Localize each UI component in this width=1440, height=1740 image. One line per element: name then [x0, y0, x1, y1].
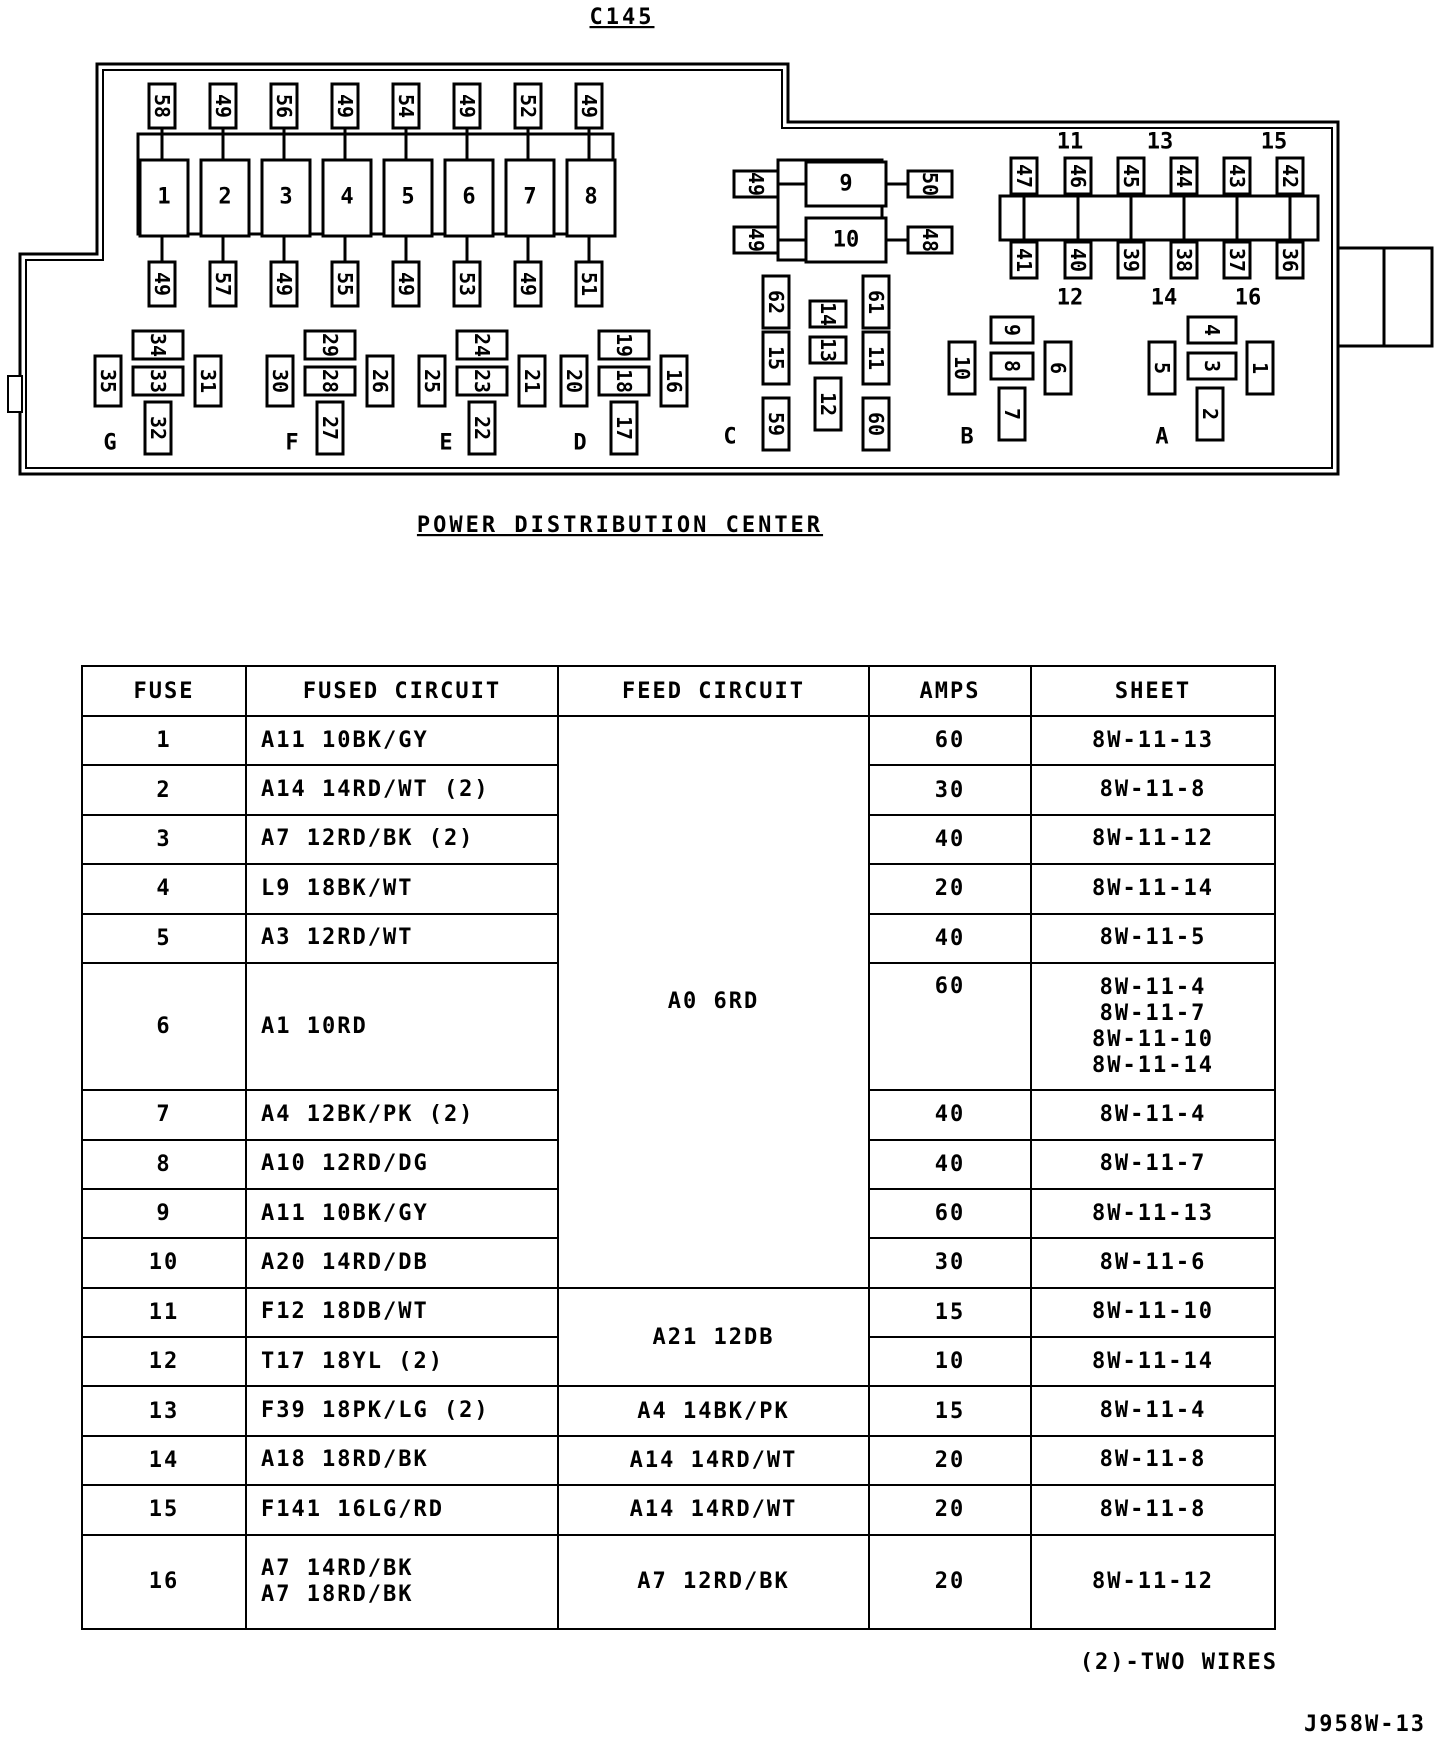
fused-circuit-line: F39 18PK/LG (2): [261, 1398, 490, 1424]
sheet-line: 8W-11-8: [1099, 1496, 1207, 1522]
cell-feed-circuit: A21 12DB: [558, 1288, 869, 1387]
group-F-pin-3-label: 26: [368, 368, 392, 394]
cell-fuse: 10: [82, 1238, 246, 1287]
cell-sheet: [1031, 864, 1275, 913]
cell-fused-circuit: [246, 1288, 558, 1337]
group-G-pin-2-label: 35: [96, 368, 120, 394]
group-F-pin-1-label: 28: [318, 368, 342, 394]
group-F-pin-2-label: 30: [268, 368, 292, 394]
group-A-pin-2-label: 5: [1150, 361, 1174, 375]
top-pin-0-label: 58: [150, 93, 174, 119]
fuse-2-label: 2: [218, 184, 232, 210]
cell-fused-circuit: [246, 1485, 558, 1534]
group-B-pin-4-label: 7: [1000, 407, 1024, 421]
cell-fuse: 9: [82, 1189, 246, 1238]
cell-fuse: 13: [82, 1386, 246, 1435]
group-E-pin-4-label: 22: [470, 415, 494, 441]
pdc-diagram: [0, 0, 1440, 560]
header-fuse: FUSE: [82, 666, 246, 716]
group-B-pin-2-label: 10: [950, 355, 974, 381]
group-C-pin-6-label: 12: [816, 391, 840, 417]
fused-circuit-line: A18 18RD/BK: [261, 1447, 429, 1473]
group-G-pin-4-label: 32: [146, 415, 170, 441]
group-A-letter: A: [1155, 424, 1169, 450]
cell-fused-circuit: [246, 765, 558, 814]
cell-fuse: 16: [82, 1535, 246, 1629]
right-top-label-2: 15: [1260, 129, 1288, 155]
cell-fused-circuit: [246, 963, 558, 1090]
sheet-line: 8W-11-12: [1092, 826, 1214, 852]
sheet-line: 8W-11-10: [1092, 1026, 1214, 1052]
table-row: [82, 1485, 1275, 1534]
cell-feed-circuit: A4 14BK/PK: [558, 1386, 869, 1435]
group-E-pin-1-label: 23: [470, 368, 494, 394]
right-top-label-1: 13: [1146, 129, 1174, 155]
right-bottom-label-2: 16: [1234, 285, 1262, 311]
header-feed-circuit: FEED CIRCUIT: [558, 666, 869, 716]
bottom-pin-2-label: 49: [272, 271, 296, 297]
cell-sheet: [1031, 765, 1275, 814]
cell-amps: 10: [869, 1337, 1031, 1386]
right-top-pin-5-label: 42: [1278, 163, 1302, 189]
fuse-3-label: 3: [279, 184, 293, 210]
bottom-pin-6-label: 49: [516, 271, 540, 297]
relay-pin-r-1-label: 48: [918, 227, 942, 253]
group-D-pin-0-label: 19: [612, 332, 636, 358]
right-bottom-pin-5-label: 36: [1278, 247, 1302, 273]
fuse-10-label: 10: [832, 227, 860, 253]
fused-circuit-line: F141 16LG/RD: [261, 1496, 444, 1522]
cell-amps: 30: [869, 765, 1031, 814]
group-B-letter: B: [960, 424, 974, 450]
fused-circuit-line: T17 18YL (2): [261, 1348, 444, 1374]
group-E-pin-2-label: 25: [420, 368, 444, 394]
cell-sheet: [1031, 1337, 1275, 1386]
group-B-pin-1-label: 8: [1000, 359, 1024, 373]
group-F-pin-0-label: 29: [318, 332, 342, 358]
top-pin-5-label: 49: [455, 93, 479, 119]
group-A-pin-1-label: 3: [1200, 359, 1224, 373]
table-row: [82, 1535, 1275, 1629]
right-top-label-0: 11: [1056, 129, 1084, 155]
sheet-line: 8W-11-4: [1099, 1101, 1207, 1127]
cell-fuse: 4: [82, 864, 246, 913]
cell-fuse: 2: [82, 765, 246, 814]
sheet-line: 8W-11-12: [1092, 1568, 1214, 1594]
right-bottom-pin-0-label: 41: [1012, 247, 1036, 273]
header-amps: AMPS: [869, 666, 1031, 716]
cell-sheet: [1031, 1386, 1275, 1435]
cell-amps: 15: [869, 1386, 1031, 1435]
reference-code: J958W-13: [1304, 1712, 1426, 1737]
cell-sheet: [1031, 1485, 1275, 1534]
fused-circuit-line: L9 18BK/WT: [261, 875, 414, 901]
group-C-pin-3-label: 61: [864, 289, 888, 315]
group-C-pin-0-label: 62: [764, 289, 788, 315]
group-E-letter: E: [439, 430, 453, 456]
cell-fused-circuit: [246, 815, 558, 864]
right-top-pin-1-label: 46: [1066, 163, 1090, 189]
connector-label: C145: [589, 5, 655, 30]
cell-fused-circuit: [246, 716, 558, 765]
group-C-letter: C: [723, 424, 737, 450]
fused-circuit-line: A20 14RD/DB: [261, 1249, 429, 1275]
cell-feed-circuit: A0 6RD: [558, 716, 869, 1288]
cell-fuse: 7: [82, 1090, 246, 1139]
right-bottom-pin-1-label: 40: [1066, 247, 1090, 273]
fuse-8-label: 8: [584, 184, 598, 210]
right-bottom-pin-2-label: 39: [1119, 247, 1143, 273]
group-G-pin-1-label: 33: [146, 368, 170, 394]
group-A-pin-3-label: 1: [1248, 361, 1272, 375]
fused-circuit-line: A14 14RD/WT (2): [261, 777, 490, 803]
group-E-pin-0-label: 24: [470, 332, 494, 358]
group-C-pin-4-label: 15: [764, 345, 788, 371]
sheet-line: 8W-11-7: [1099, 1000, 1207, 1026]
sheet-line: 8W-11-8: [1099, 777, 1207, 803]
group-A-pin-4-label: 2: [1198, 407, 1222, 421]
footnote: (2)-TWO WIRES: [1079, 1650, 1278, 1675]
fused-circuit-line: A4 12BK/PK (2): [261, 1101, 475, 1127]
sheet-line: 8W-11-4: [1099, 974, 1207, 1000]
relay-pin-r-0-label: 50: [918, 171, 942, 197]
cell-feed-circuit: A14 14RD/WT: [558, 1436, 869, 1485]
bottom-pin-1-label: 57: [211, 271, 235, 297]
cell-fused-circuit: [246, 1337, 558, 1386]
cell-fuse: 3: [82, 815, 246, 864]
cell-amps: 15: [869, 1288, 1031, 1337]
fused-circuit-line: F12 18DB/WT: [261, 1299, 429, 1325]
cell-fuse: 5: [82, 914, 246, 963]
left-connector-tab: [8, 376, 22, 412]
cell-fused-circuit: [246, 1386, 558, 1435]
group-F-pin-4-label: 27: [318, 415, 342, 441]
bottom-pin-4-label: 49: [394, 271, 418, 297]
sheet-line: 8W-11-7: [1099, 1151, 1207, 1177]
cell-fuse: 14: [82, 1436, 246, 1485]
cell-fuse: 8: [82, 1140, 246, 1189]
group-D-pin-2-label: 20: [562, 368, 586, 394]
sheet-line: 8W-11-14: [1092, 1348, 1214, 1374]
cell-fused-circuit: [246, 914, 558, 963]
cell-amps: 40: [869, 815, 1031, 864]
fuse-5-label: 5: [401, 184, 415, 210]
cell-amps: 40: [869, 1140, 1031, 1189]
fused-circuit-line: A11 10BK/GY: [261, 1200, 429, 1226]
right-top-pin-4-label: 43: [1225, 163, 1249, 189]
group-G-pin-0-label: 34: [146, 332, 170, 358]
group-B-pin-0-label: 9: [1000, 323, 1024, 337]
bottom-pin-7-label: 51: [577, 271, 601, 297]
table-row: [82, 716, 1275, 765]
fused-circuit-line: A11 10BK/GY: [261, 727, 429, 753]
sheet-line: 8W-11-5: [1099, 925, 1207, 951]
cell-fused-circuit: [246, 1436, 558, 1485]
right-bottom-label-0: 12: [1056, 285, 1084, 311]
cell-feed-circuit: A7 12RD/BK: [558, 1535, 869, 1629]
cell-sheet: [1031, 1535, 1275, 1629]
cell-fused-circuit: [246, 864, 558, 913]
group-F-letter: F: [285, 430, 299, 456]
fused-circuit-line: A7 12RD/BK (2): [261, 826, 475, 852]
cell-amps: 40: [869, 1090, 1031, 1139]
group-D-letter: D: [573, 430, 587, 456]
cell-amps: 30: [869, 1238, 1031, 1287]
group-A-pin-0-label: 4: [1200, 323, 1224, 337]
cell-amps: 40: [869, 914, 1031, 963]
group-D-pin-4-label: 17: [612, 415, 636, 441]
bottom-pin-5-label: 53: [455, 271, 479, 297]
right-bottom-pin-3-label: 38: [1172, 247, 1196, 273]
group-D-pin-3-label: 16: [662, 368, 686, 394]
cell-sheet: [1031, 1140, 1275, 1189]
cell-fuse: 6: [82, 963, 246, 1090]
cell-sheet: [1031, 1189, 1275, 1238]
fused-circuit-line: A7 14RD/BK: [261, 1555, 414, 1581]
sheet-line: 8W-11-8: [1099, 1447, 1207, 1473]
group-C-pin-8-label: 60: [864, 411, 888, 437]
relay-pin-l-0-label: 49: [744, 171, 768, 197]
relay-pin-l-1-label: 49: [744, 227, 768, 253]
table-header-row: [82, 666, 1275, 716]
right-bottom-label-1: 14: [1150, 285, 1178, 311]
sheet-line: 8W-11-10: [1092, 1299, 1214, 1325]
cell-sheet: [1031, 1288, 1275, 1337]
header-sheet: SHEET: [1031, 666, 1275, 716]
bottom-pin-3-label: 55: [333, 271, 357, 297]
cell-amps: 20: [869, 864, 1031, 913]
table-row: [82, 1386, 1275, 1435]
sheet-line: 8W-11-14: [1092, 1052, 1214, 1078]
sheet-line: 8W-11-14: [1092, 875, 1214, 901]
group-C-pin-5-label: 11: [864, 345, 888, 371]
cell-sheet: [1031, 1238, 1275, 1287]
fused-circuit-line: A7 18RD/BK: [261, 1581, 414, 1607]
cell-sheet: [1031, 914, 1275, 963]
cell-fused-circuit: [246, 1238, 558, 1287]
cell-amps: 20: [869, 1535, 1031, 1629]
sheet-line: 8W-11-13: [1092, 727, 1214, 753]
cell-fused-circuit: [246, 1140, 558, 1189]
bottom-pin-0-label: 49: [150, 271, 174, 297]
group-E-pin-3-label: 21: [520, 368, 544, 394]
right-top-pin-0-label: 47: [1012, 163, 1036, 189]
right-fuse-strip: [1000, 196, 1318, 240]
sheet-line: 8W-11-13: [1092, 1200, 1214, 1226]
top-pin-2-label: 56: [272, 93, 296, 119]
cell-fuse: 15: [82, 1485, 246, 1534]
sheet-line: 8W-11-4: [1099, 1398, 1207, 1424]
cell-amps: 60: [869, 963, 1031, 1090]
group-D-pin-1-label: 18: [612, 368, 636, 394]
fuse-1-label: 1: [157, 184, 171, 210]
cell-fused-circuit: [246, 1535, 558, 1629]
header-fused-circuit: FUSED CIRCUIT: [246, 666, 558, 716]
group-C-pin-1-label: 14: [816, 301, 840, 327]
table-row: [82, 1436, 1275, 1485]
cell-fuse: 12: [82, 1337, 246, 1386]
cell-fuse: 11: [82, 1288, 246, 1337]
cell-sheet: [1031, 1090, 1275, 1139]
group-G-pin-3-label: 31: [196, 368, 220, 394]
cell-sheet: [1031, 815, 1275, 864]
cell-fused-circuit: [246, 1090, 558, 1139]
fuse-table: [81, 665, 1276, 1630]
fused-circuit-line: A1 10RD: [261, 1013, 368, 1039]
fuse-7-label: 7: [523, 184, 537, 210]
top-pin-4-label: 54: [394, 93, 418, 119]
fuse-6-label: 6: [462, 184, 476, 210]
fuse-4-label: 4: [340, 184, 354, 210]
sheet-line: 8W-11-6: [1099, 1249, 1207, 1275]
cell-amps: 60: [869, 1189, 1031, 1238]
group-B-pin-3-label: 6: [1046, 361, 1070, 375]
top-pin-7-label: 49: [577, 93, 601, 119]
right-top-pin-2-label: 45: [1119, 163, 1143, 189]
top-pin-6-label: 52: [516, 93, 540, 119]
group-C-pin-7-label: 59: [764, 411, 788, 437]
cell-fused-circuit: [246, 1189, 558, 1238]
center-title: POWER DISTRIBUTION CENTER: [416, 513, 824, 538]
fused-circuit-line: A3 12RD/WT: [261, 925, 414, 951]
cell-amps: 20: [869, 1436, 1031, 1485]
top-pin-3-label: 49: [333, 93, 357, 119]
right-bottom-pin-4-label: 37: [1225, 247, 1249, 273]
cell-fuse: 1: [82, 716, 246, 765]
group-C-pin-2-label: 13: [816, 337, 840, 363]
top-pin-1-label: 49: [211, 93, 235, 119]
fuse-9-label: 9: [839, 171, 853, 197]
fused-circuit-line: A10 12RD/DG: [261, 1151, 429, 1177]
cell-feed-circuit: A14 14RD/WT: [558, 1485, 869, 1534]
group-G-letter: G: [103, 430, 117, 456]
cell-sheet: [1031, 716, 1275, 765]
cell-amps: 20: [869, 1485, 1031, 1534]
cell-sheet: [1031, 963, 1275, 1090]
table-row: [82, 1288, 1275, 1337]
right-top-pin-3-label: 44: [1172, 163, 1196, 189]
cell-sheet: [1031, 1436, 1275, 1485]
cell-amps: 60: [869, 716, 1031, 765]
